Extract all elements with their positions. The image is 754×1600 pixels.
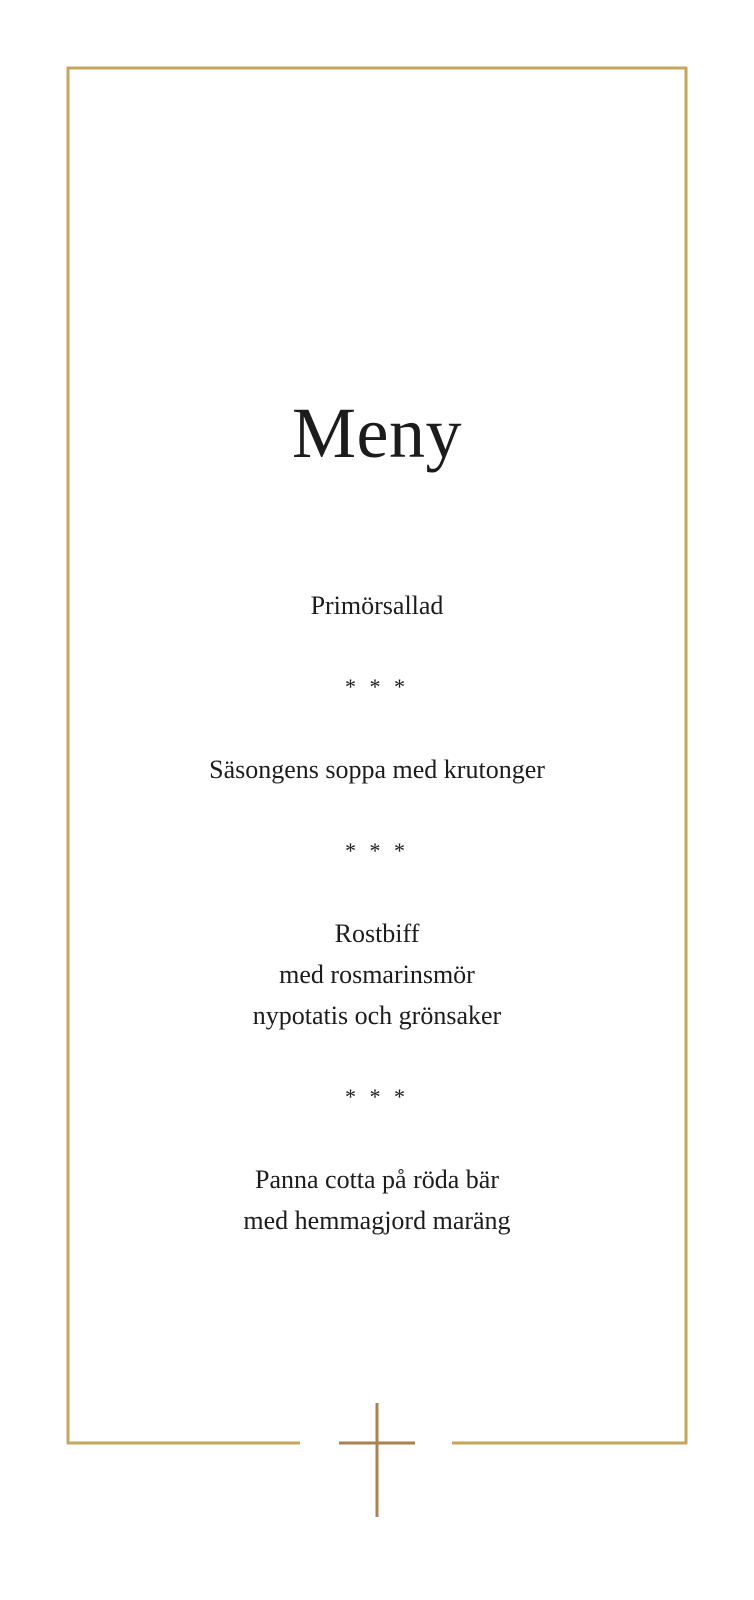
course-2-line-1: Säsongens soppa med krutonger: [209, 755, 545, 784]
separator-2: * * *: [345, 838, 409, 863]
course-3-line-1: Rostbiff: [334, 919, 420, 948]
course-1-line-1: Primörsallad: [310, 591, 444, 620]
course-3-line-3: nypotatis och grönsaker: [252, 1001, 502, 1030]
course-4-line-2: med hemmagjord maräng: [243, 1206, 511, 1235]
cross-icon: [339, 1403, 415, 1517]
course-4-line-1: Panna cotta på röda bär: [254, 1165, 499, 1194]
separator-3: * * *: [345, 1084, 409, 1109]
course-3-line-2: med rosmarinsmör: [279, 960, 475, 989]
page-title: Meny: [292, 393, 462, 473]
separator-1: * * *: [345, 674, 409, 699]
